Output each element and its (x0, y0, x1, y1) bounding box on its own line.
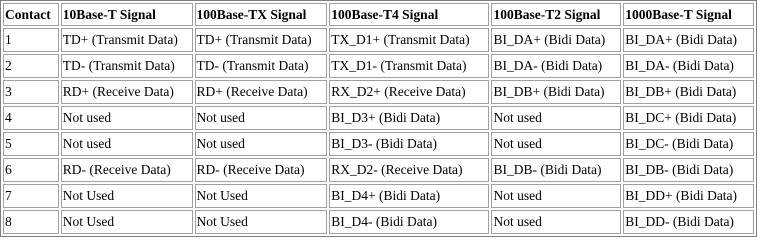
100base-tx-cell: Not used (195, 132, 328, 156)
10base-t-cell: TD- (Transmit Data) (61, 54, 193, 78)
100base-t2-cell: Not used (491, 210, 621, 234)
10base-t-cell: Not used (61, 132, 193, 156)
contact-cell: 7 (3, 184, 59, 208)
100base-tx-cell: RD+ (Receive Data) (195, 80, 328, 104)
100base-t2-cell: Not used (491, 132, 621, 156)
100base-t4-cell: RX_D2- (Receive Data) (329, 158, 489, 182)
100base-t4-cell: BI_D4- (Bidi Data) (329, 210, 489, 234)
header-contact: Contact (3, 3, 59, 26)
table-row (3, 106, 754, 130)
table-row (3, 80, 754, 104)
contact-cell: 5 (3, 132, 59, 156)
10base-t-cell: RD+ (Receive Data) (61, 80, 193, 104)
table-header (3, 3, 754, 26)
1000base-t-cell: BI_DC- (Bidi Data) (623, 132, 754, 156)
100base-t4-cell: RX_D2+ (Receive Data) (329, 80, 489, 104)
table-row (3, 184, 754, 208)
table-row (3, 210, 754, 234)
table-row (3, 158, 754, 182)
header-10base-t-signal: 10Base-T Signal (61, 3, 193, 26)
contact-cell: 2 (3, 54, 59, 78)
1000base-t-cell: BI_DC+ (Bidi Data) (623, 106, 754, 130)
100base-tx-cell: TD+ (Transmit Data) (195, 28, 328, 52)
10base-t-cell: Not used (61, 106, 193, 130)
100base-tx-cell: TD- (Transmit Data) (195, 54, 328, 78)
header-100base-t2-signal: 100Base-T2 Signal (491, 3, 621, 26)
table-row (3, 132, 754, 156)
10base-t-cell: Not Used (61, 210, 193, 234)
100base-tx-cell: RD- (Receive Data) (195, 158, 328, 182)
contact-cell: 8 (3, 210, 59, 234)
100base-tx-cell: Not Used (195, 210, 328, 234)
table-body (3, 28, 754, 234)
header-100base-t4-signal: 100Base-T4 Signal (329, 3, 489, 26)
1000base-t-cell: BI_DB- (Bidi Data) (623, 158, 754, 182)
contact-cell: 1 (3, 28, 59, 52)
table-row (3, 54, 754, 78)
100base-t4-cell: BI_D3+ (Bidi Data) (329, 106, 489, 130)
contact-cell: 4 (3, 106, 59, 130)
100base-tx-cell: Not Used (195, 184, 328, 208)
100base-t4-cell: TX_D1+ (Transmit Data) (329, 28, 489, 52)
100base-t2-cell: BI_DB- (Bidi Data) (491, 158, 621, 182)
1000base-t-cell: BI_DA- (Bidi Data) (623, 54, 754, 78)
100base-t4-cell: BI_D4+ (Bidi Data) (329, 184, 489, 208)
contact-cell: 6 (3, 158, 59, 182)
1000base-t-cell: BI_DA+ (Bidi Data) (623, 28, 754, 52)
header-row (3, 3, 754, 26)
table-row (3, 28, 754, 52)
10base-t-cell: TD+ (Transmit Data) (61, 28, 193, 52)
1000base-t-cell: BI_DB+ (Bidi Data) (623, 80, 754, 104)
header-100base-tx-signal: 100Base-TX Signal (195, 3, 328, 26)
10base-t-cell: RD- (Receive Data) (61, 158, 193, 182)
100base-t4-cell: TX_D1- (Transmit Data) (329, 54, 489, 78)
100base-t2-cell: BI_DA+ (Bidi Data) (491, 28, 621, 52)
100base-t4-cell: BI_D3- (Bidi Data) (329, 132, 489, 156)
1000base-t-cell: BI_DD- (Bidi Data) (623, 210, 754, 234)
10base-t-cell: Not Used (61, 184, 193, 208)
header-1000base-t-signal: 1000Base-T Signal (623, 3, 754, 26)
100base-t2-cell: BI_DB+ (Bidi Data) (491, 80, 621, 104)
100base-tx-cell: Not used (195, 106, 328, 130)
100base-t2-cell: Not used (491, 184, 621, 208)
100base-t2-cell: BI_DA- (Bidi Data) (491, 54, 621, 78)
1000base-t-cell: BI_DD+ (Bidi Data) (623, 184, 754, 208)
contact-cell: 3 (3, 80, 59, 104)
100base-t2-cell: Not used (491, 106, 621, 130)
